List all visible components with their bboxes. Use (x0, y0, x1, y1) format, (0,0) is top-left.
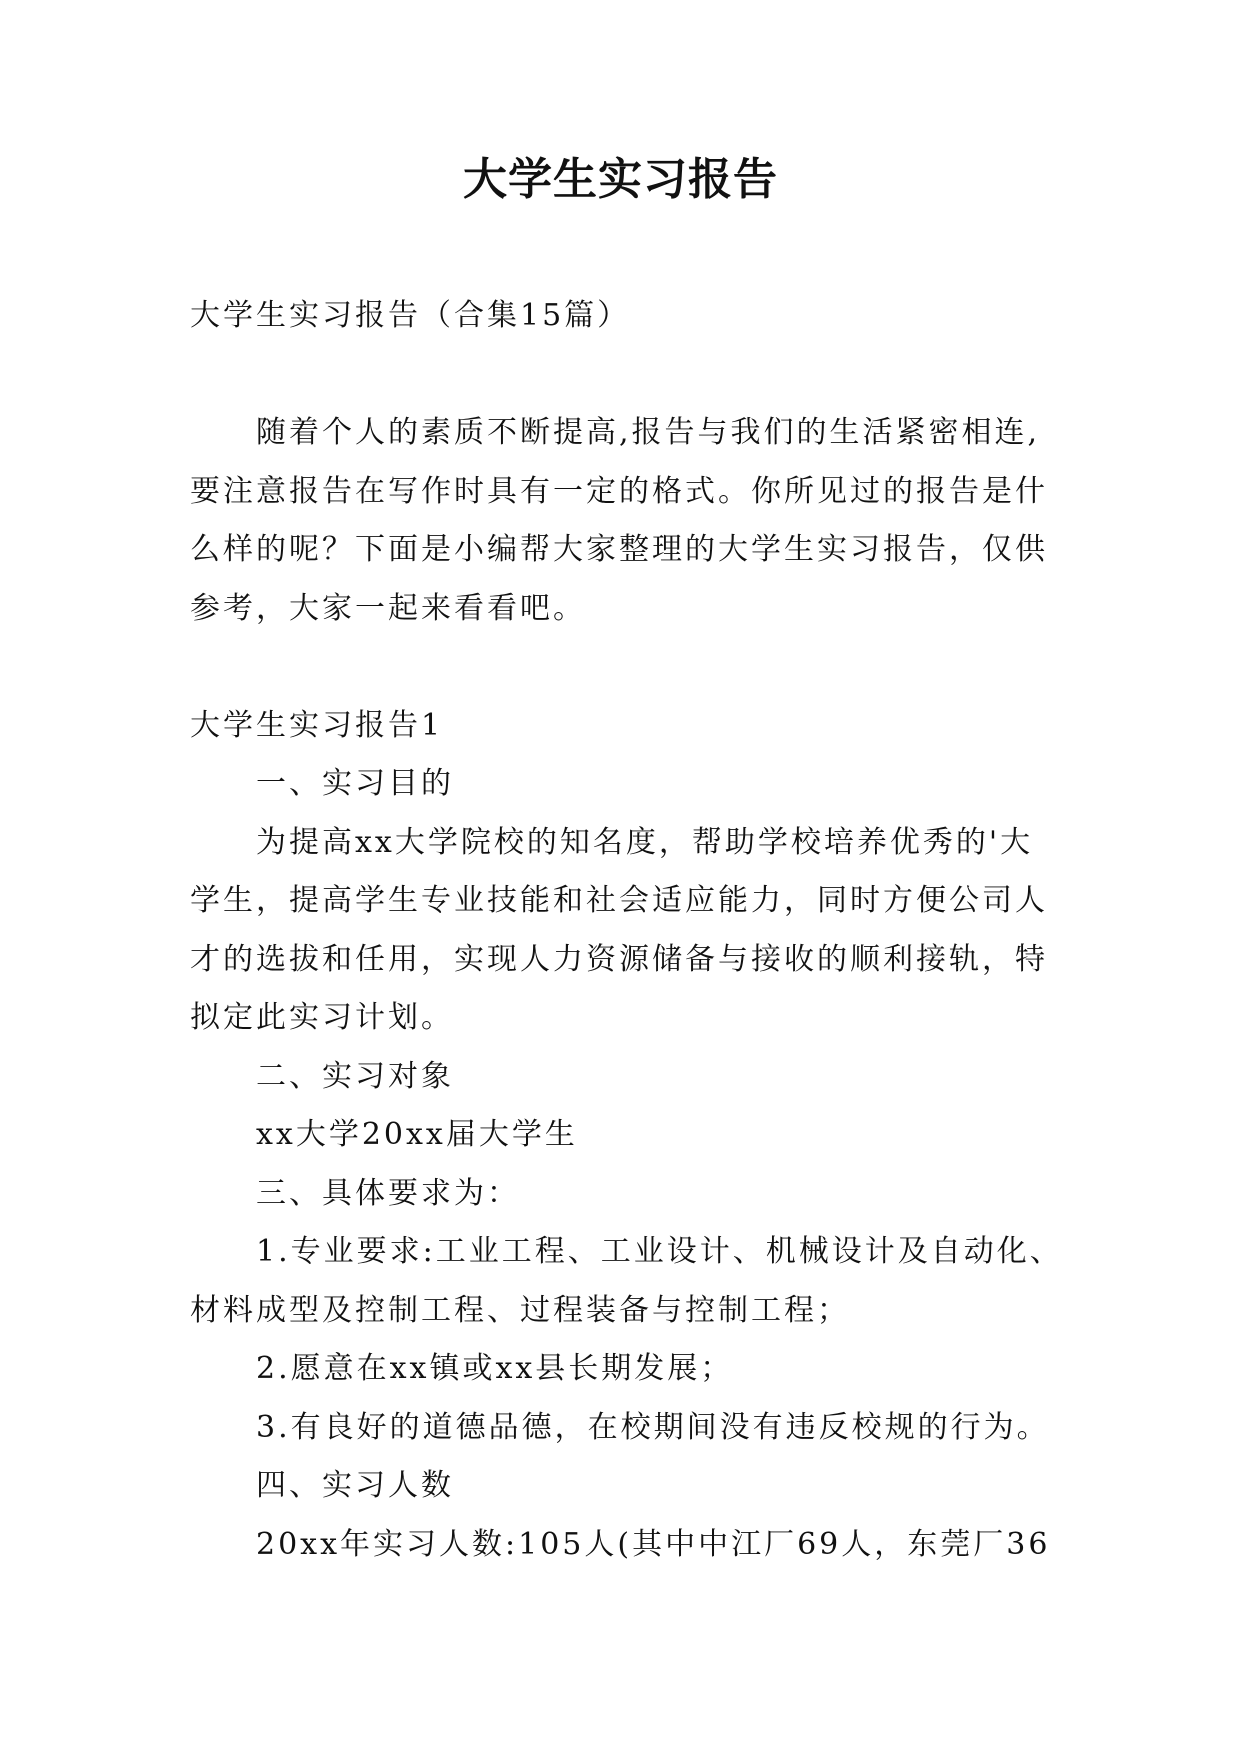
section-heading: 大学生实习报告1 (190, 707, 444, 743)
intro-line-4: 参考，大家一起来看看吧。 (190, 590, 586, 626)
part2-body: xx大学20xx届大学生 (256, 1117, 578, 1152)
part2-heading: 二、实习对象 (256, 1058, 454, 1094)
part1-line-2: 学生，提高学生专业技能和社会适应能力，同时方便公司人 (190, 883, 1048, 918)
part3-item-3: 3.有良好的道德品德，在校期间没有违反校规的行为。 (256, 1409, 1050, 1445)
part4-heading: 四、实习人数 (256, 1468, 454, 1503)
intro-line-3: 么样的呢？下面是小编帮大家整理的大学生实习报告，仅供 (190, 532, 1048, 567)
intro-line-1: 随着个人的素质不断提高,报告与我们的生活紧密相连, (256, 415, 1041, 450)
part4-body: 20xx年实习人数:105人(其中中江厂69人，东莞厂36 (256, 1526, 1051, 1562)
part1-line-4: 拟定此实习计划。 (190, 1000, 454, 1035)
spacer (190, 638, 1070, 697)
spacer (190, 346, 1070, 405)
part3-heading: 三、具体要求为： (256, 1175, 520, 1211)
document-title: 大学生实习报告 (463, 154, 778, 205)
part1-line-3: 才的选拔和任用，实现人力资源储备与接收的顺利接轨，特 (190, 941, 1048, 977)
document-body (190, 287, 1070, 1574)
part1-line-1: 为提高xx大学院校的知名度，帮助学校培养优秀的'大 (256, 824, 1034, 860)
part3-item-2: 2.愿意在xx镇或xx县长期发展； (256, 1351, 734, 1386)
document-subtitle: 大学生实习报告（合集15篇） (190, 298, 631, 333)
part3-item-1-cont: 材料成型及控制工程、过程装备与控制工程； (190, 1292, 850, 1328)
part1-heading: 一、实习目的 (256, 766, 454, 801)
part3-item-1: 1.专业要求:工业工程、工业设计、机械设计及自动化、 (256, 1234, 1063, 1269)
intro-line-2: 要注意报告在写作时具有一定的格式。你所见过的报告是什 (190, 473, 1048, 509)
